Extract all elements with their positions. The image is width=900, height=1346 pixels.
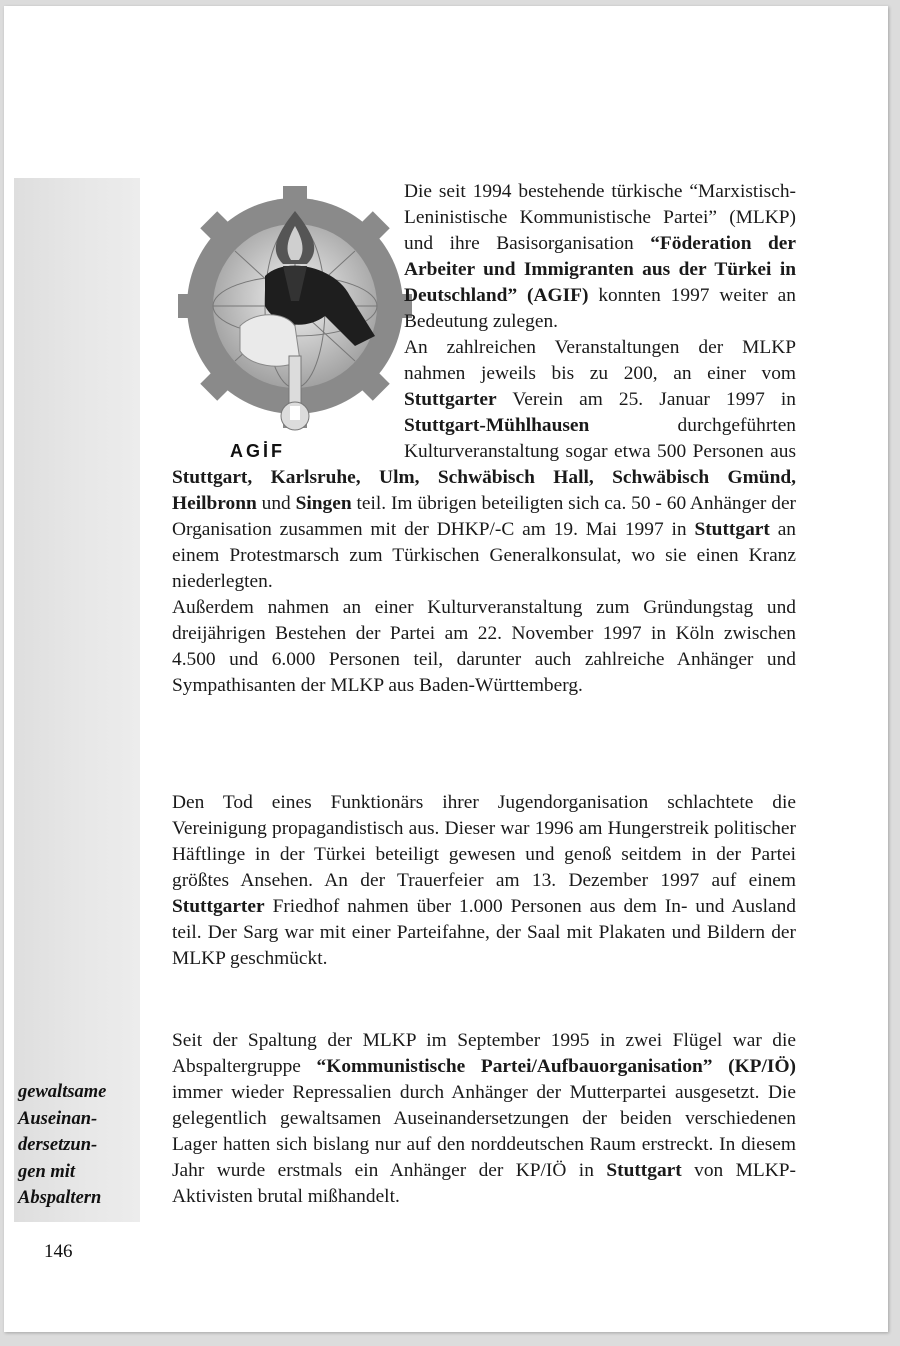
page-number: 146 — [44, 1241, 73, 1262]
p2-bold-singen: Singen — [295, 493, 352, 514]
margin-band — [14, 178, 140, 1222]
p4-bold-kpio: “Kommunistische Partei/Aufbauorganisation” (KP/IÖ) — [316, 1056, 797, 1077]
logo-space — [172, 179, 404, 465]
p1-text: Die seit 1994 bestehende türkische “Marxistisch-Leninistische Kommunistische Partei” (MLKP) und ihre Basisorganisation — [404, 181, 796, 254]
p3-text-2: Friedhof nahmen über 1.000 Personen aus dem In- und Ausland teil. Der Sarg war mit einer Parteifahne, der Saal mit Plakaten und Bildern der MLKP geschmückt. — [172, 896, 796, 969]
p4-text-2: immer wieder Repressalien durch Anhänger der Mutterpartei ausgesetzt. Die gelegentlich gewaltsamen Auseinandersetzungen der beiden verschiedenen Lager hatten sich bislang nur auf den norddeutschen Raum erstreckt. In diesem Jahr wurde erstmals ein Anhänger der KP/IÖ in — [172, 1082, 796, 1181]
p2-text-4: und — [256, 493, 296, 514]
margin-note-line: dersetzun- — [18, 1135, 98, 1155]
p2-bold-stuttgart: Stuttgart — [694, 519, 770, 540]
document-page — [4, 6, 888, 1332]
main-text-block-2 — [172, 790, 796, 972]
margin-note — [18, 1079, 138, 1212]
margin-note-line: gewaltsame — [18, 1082, 107, 1102]
p4-bold-stuttgart: Stuttgart — [606, 1160, 682, 1181]
p1-text-end: konnten 1997 weiter an Bedeutung zulegen. — [404, 285, 796, 332]
logo-wordmark: AGİF — [230, 441, 285, 461]
margin-note-line: gen mit — [18, 1161, 76, 1182]
margin-note-line: Auseinan- — [18, 1108, 98, 1129]
p2-text-3: durchgeführten Kulturveranstaltung sogar etwa 500 Personen aus — [404, 415, 796, 462]
p4-text-3: von MLKP-Aktivisten brutal mißhandelt. — [172, 1160, 796, 1207]
main-text-block-3 — [172, 1028, 796, 1210]
p2-bold-cities: Stuttgart, Karlsruhe, Ulm, Schwäbisch Hall, Schwäbisch Gmünd, Heilbronn — [172, 467, 796, 514]
p2-text-6: an einem Protestmarsch zum Türkischen Generalkonsulat, wo sie einen Kranz niederlegten. — [172, 519, 796, 592]
p1-bold-agif: “Föderation der Arbeiter und Immigranten aus der Türkei in Deutschland” (AGIF) — [404, 233, 796, 306]
p2-bold-muehlhausen: Stuttgart-Mühlhausen — [404, 415, 590, 436]
p2-text-5: teil. Im übrigen beteiligten sich ca. 50 - 60 Anhänger der Organisation zusammen mit der DHKP/-C am 19. Mai 1997 in — [172, 493, 797, 540]
main-text-block-1 — [172, 179, 796, 699]
p2b-paragraph: Außerdem nahmen an einer Kulturveranstaltung zum Gründungstag und dreijährigen Bestehen der Partei am 22. November 1997 in Köln zwischen 4.500 und 6.000 Personen teil, darunter auch zahlreiche Anhänger und Sympathisanten der MLKP aus Baden-Württemberg. — [172, 597, 796, 696]
p2-bold-stuttgarter: Stuttgarter — [404, 389, 497, 410]
p3-bold-stuttgarter: Stuttgarter — [172, 896, 265, 917]
p3-text: Den Tod eines Funktionärs ihrer Jugendorganisation schlachtete die Vereinigung propagandistisch aus. Dieser war 1996 am Hungerstreik politischer Häftlinge in der Türkei beteiligt gewesen und genoß seitdem in der Partei größtes Ansehen. An der Trauerfeier am 13. Dezember 1997 auf einem — [172, 792, 796, 891]
margin-note-line: Abspaltern — [18, 1188, 102, 1208]
p2-text: An zahlreichen Veranstaltungen der MLKP nahmen jeweils bis zu 200, an einer vom — [404, 337, 796, 384]
p4-text: Seit der Spaltung der MLKP im September 1995 in zwei Flügel war die Abspaltergruppe — [172, 1030, 796, 1077]
p2-text-2: Verein am 25. Januar 1997 in — [496, 389, 796, 410]
